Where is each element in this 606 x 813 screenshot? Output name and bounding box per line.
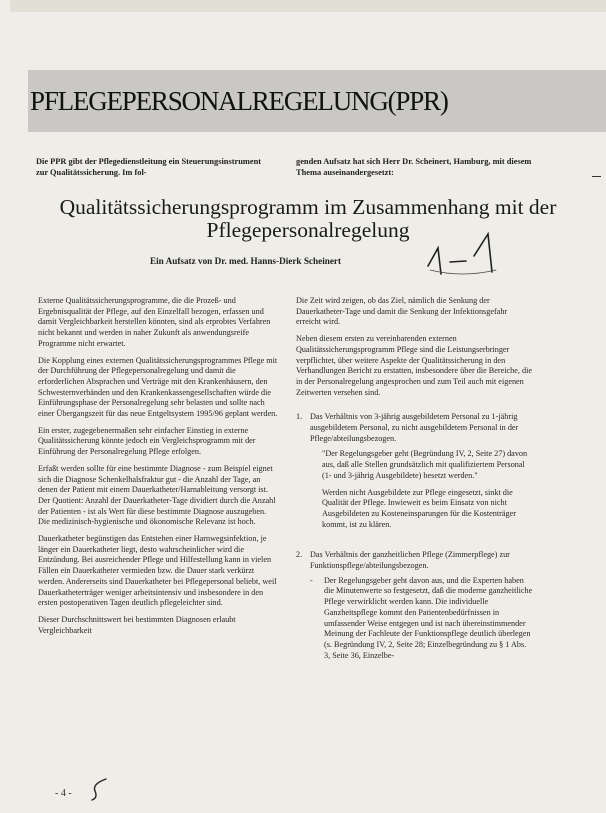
- item-text: Das Verhältnis von 3-jährig ausgebildetem Personal zu 1-jährig ausgebildetem Personal, zu nicht ausgebildetem Personal in der Pflege/abteilungsbezogen.: [310, 412, 519, 443]
- handwritten-annotation: [422, 226, 512, 278]
- article-byline: Ein Aufsatz von Dr. med. Hanns-Dierk Scheinert: [150, 256, 342, 266]
- numbered-item: [296, 412, 534, 536]
- margin-mark: [592, 176, 601, 177]
- sub-item-text: Der Regelungsgeber geht davon aus, und die Experten haben die Minutenwerte so festgesetzt, daß die moderne ganzheitliche Pflege verwirklicht werden kann. Die individuelle Ganzheitspflege kommt den Patientenbedürfnissen in umfassender Weise entgegen und ist nach übereinstimmender Meinung der Fachleute der Funktionspflege deutlich überlegen (s. Begründung IV, 2, Seite 28; Einzelbegründung zu § 1 Abs. 3, Seite 36, Einzelbe-: [324, 575, 533, 660]
- paragraph: Dieser Durchschnittswert bei bestimmten Diagnosen erlaubt Vergleichbarkeit: [38, 614, 236, 635]
- article-title: Qualitätssicherungsprogramm im Zusammenhang mit der Pflegepersonalregelung: [59, 195, 557, 242]
- paragraph: Erfaßt werden sollte für eine bestimmte Diagnose - zum Beispiel eignet sich die Diagnose Schenkelhalsfraktur gut - die Anzahl der Tage, an denen der Patient mit einem Dauerkatheter/Harnableitung versorgt ist. Der Quotient: Anzahl der Dauerkatheter-Tage dividiert durch die Anzahl der Patienten - ist als Wert für diese bestimmte Diagnose auszugeben. Die medizinisch-hygienische und ökonomische Relevanz ist hoch.: [38, 463, 276, 527]
- item-quote: "Der Regelungsgeber geht (Begründung IV, 2, Seite 27) davon aus, daß alle Stellen grundsätzlich mit qualifiziertem Personal (1- und 3-jährig Ausgebildete) besetzt werden.": [322, 449, 528, 480]
- item-quote-followup: Werden nicht Ausgebildete zur Pflege eingesetzt, sinkt die Qualität der Pflege. Inwieweit es beim Einsatz von nicht Ausgebildeten zu Kosteneinsparungen für die Kostenträger kommt, ist zu klären.: [322, 487, 516, 529]
- page-number: - 4 -: [55, 788, 72, 799]
- intro-text-left: Die PPR gibt der Pflegedienstleitung ein Steuerungsinstrument zur Qualitätssicherung. Im fol-: [36, 157, 262, 177]
- paragraph: Ein erster, zugegebenermaßen sehr einfacher Einstieg in externe Qualitätssicherung könnte jedoch ein Vergleichsprogramm mit der Einführung der Personalregelung Pflege erfolgen.: [38, 425, 256, 457]
- item-body: [310, 412, 534, 536]
- paragraph: Neben diesem ersten zu vereinbarenden externen Qualitätssicherungsprogramm Pflege sind die Leistungserbringer verpflichtet, über weitere Aspekte der Qualitätssicherung in den Verhandlungen Bericht zu erstatten, insbesondere über die Bereiche, die in der Personalregelung angesprochen und zum Teil auch mit eigenen Zeitwerten versehen sind.: [296, 334, 532, 397]
- page-top-edge: [10, 0, 606, 12]
- paragraph: Externe Qualitätssicherungsprogramme, die die Prozeß- und Ergebnisqualität der Pflege, auf den Einzelfall bezogen, erfassen und damit Vergleichbarkeit herstellen könnten, sind als erprobtes Verfahren nicht bekannt und werden in naher Zukunft als anwendungsreife Programme nicht erwartet.: [38, 296, 271, 348]
- article-column-left: [38, 296, 278, 642]
- numbered-item: [296, 550, 534, 661]
- paragraph: Die Kopplung eines externen Qualitätssicherungsprogrammes Pflege mit der Durchführung der Pflegepersonalregelung und damit die erforderlichen Absprachen und Verträge mit den Krankenhäusern, den Schwesternverbänden und den Krankenkassengesellschaften würde die Einführungsphase der Personalregelung sehr belasten und sollte nach einer Übergangszeit für das neue Entgeltsystem 1995/96 geplant werden.: [38, 355, 278, 419]
- handwritten-mark: [88, 776, 112, 802]
- item-text: Das Verhältnis der ganzheitlichen Pflege (Zimmerpflege) zur Funktionspflege/abteilungsbezogen.: [310, 550, 510, 571]
- sub-item: [310, 576, 534, 662]
- paragraph: Dauerkatheter begünstigen das Entstehen einer Harnwegsinfektion, je länger ein Dauerkatheter liegt, desto wahrscheinlicher wird die Entzündung. Bei ausreichender Pflege und Hilfestellung kann in vielen Fällen ein Dauerkatheter vermieden bzw. die Dauer stark verkürzt werden. Andererseits sind Dauerkatheter bei Pflegepersonal beliebt, weil Dauerkatheterträger weniger arbeitsintensiv und insbesondere in den ersten postoperativen Tagen deutlich pflegeleichter sind.: [38, 534, 277, 608]
- sub-item-marker: -: [310, 575, 313, 585]
- paragraph: Die Zeit wird zeigen, ob das Ziel, nämlich die Senkung der Dauerkatheter-Tage und damit die Senkung der Infektionsgefahr erreicht wird.: [296, 296, 508, 327]
- item-number: 1.: [296, 412, 303, 422]
- section-headline: PFLEGEPERSONALREGELUNG(PPR): [30, 86, 448, 116]
- article-column-right: [296, 296, 534, 661]
- item-number: 2.: [296, 550, 303, 560]
- item-body: [310, 550, 534, 661]
- intro-text-right: genden Aufsatz hat sich Herr Dr. Scheinert, Hamburg, mit diesem Thema auseinandergesetzt:: [296, 157, 532, 177]
